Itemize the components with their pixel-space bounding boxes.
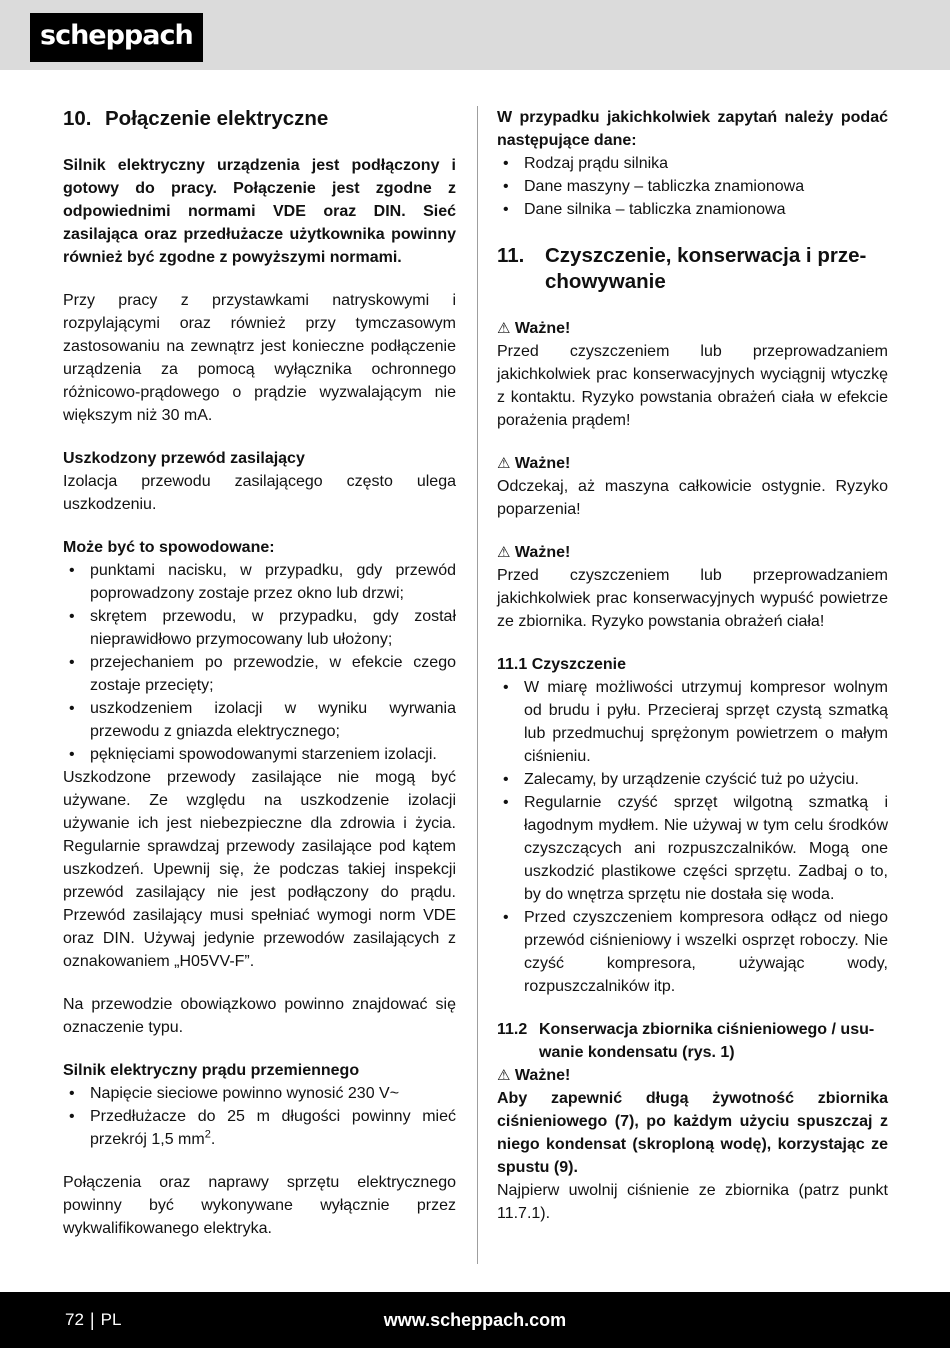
cleaning-item: • Zalecamy, by urządzenie czyścić tuż po użyciu. [497,768,888,791]
warning-text: Przed czyszczeniem lub przeprowadzaniem jakichkolwiek prac konserwacyjnych wypuść powietrze ze zbiornika. Ryzyko powstania obrażeń ciała! [497,567,888,630]
cleaning-item: • W miarę możliwości utrzymuj kompresor wolnym od brudu i pyłu. Przecieraj sprzęt czystą szmatką lub przedmuchuj sprężonym powietrzem o małym ciśnieniu. [497,676,888,768]
cause-item: • pęknięciami spowodowanymi starzeniem izolacji. [63,743,456,766]
causes-title: Może być to spowodowane: [63,539,275,556]
section-11-1-title: 11.1 Czyszczenie [497,656,626,673]
warning-label: ⚠ Ważne! [497,454,571,472]
website-url: www.scheppach.com [383,1309,567,1330]
warning-triangle-icon: ⚠ [497,454,511,472]
warning-label: ⚠ Ważne! [497,543,571,561]
inquiry-item: • Rodzaj prądu silnika [497,152,888,175]
cause-item: • punktami nacisku, w przypadku, gdy przewód poprowadzony zostaje przez okno lub drzwi; [63,559,456,605]
warning-triangle-icon: ⚠ [497,1066,511,1084]
footer-separator: | [89,1309,95,1330]
warning-triangle-icon: ⚠ [497,543,511,561]
cause-item: • skrętem przewodu, w przypadku, gdy został nieprawidłowo przymocowany lub ułożony; [63,605,456,651]
cleaning-item: • Regularnie czyść sprzęt wilgotną szmatką i łagodnym mydłem. Nie używaj w tym celu środków czyszczących ani rozpuszczalników. Mogą one uszkodzić plastikowe części sprzętu. Zadbaj o to, by do wnętrza sprzętu nie dostała się woda. [497,791,888,906]
ac-motor-item: • Przedłużacze do 25 m długości powinny mieć przekrój 1,5 $mm^2$. [63,1105,456,1151]
section-11-2-heading [497,1018,888,1064]
damaged-cord-text: Izolacja przewodu zasilającego często ulega uszkodzeniu. [63,473,456,513]
heading-title: Konserwacja zbiornika ciśnieniowego / usu- wanie kondensatu (rys. 1) [539,1021,875,1061]
rcd-paragraph: Przy pracy z przystawkami natryskowymi i rozpylającymi oraz również przy tymczasowym zastosowaniu na zewnątrz jest konieczne podłączenie urządzenia za pomocą wyłącznika ochronnego różnicowo-prądowego o prądzie wyzwalającym nie większym niż 30 mA. [63,292,456,424]
heading-number: 11.2 [497,1021,528,1038]
left-column [63,106,456,1240]
logo-text: scheppach [40,20,193,51]
warning-label: ⚠ Ważne! [497,319,571,337]
ac-motor-title: Silnik elektryczny prądu przemiennego [63,1062,360,1079]
header-band [0,0,950,70]
column-divider [477,106,478,1264]
ac-motor-item: • Napięcie sieciowe powinno wynosić 230 V~ [63,1082,456,1105]
causes-followup: Uszkodzone przewody zasilające nie mogą być używane. Ze względu na uszkodzenie izolacji używanie ich jest niebezpieczne dla zdrowia i życia. Regularnie sprawdzaj przewody zasilające pod kątem uszkodzeń. Upewnij się, że podczas takiej inspekcji przewód zasilający nie jest podłączony do prądu. Przewód zasilający musi spełniać wymogi norm VDE oraz DIN. Używaj jedynie przewodów zasilających z oznakowaniem „H05VV-F”. [63,769,456,970]
section-10-heading [63,106,456,132]
cleaning-item: • Przed czyszczeniem kompresora odłącz od niego przewód ciśnieniowy i wszelki osprzęt roboczy. Nie czyść kompresora, używając wody, rozpuszczalników itp. [497,906,888,998]
heading-title: Czyszczenie, konserwacja i prze- chowywanie [545,244,867,293]
page-number: 72 [65,1310,84,1329]
inquiry-item: • Dane silnika – tabliczka znamionowa [497,198,888,221]
section-11-heading [497,243,888,295]
inquiry-item: • Dane maszyny – tabliczka znamionowa [497,175,888,198]
language-code: PL [100,1310,122,1329]
intro-paragraph: Silnik elektryczny urządzenia jest podłączony i gotowy do pracy. Połączenie jest zgodne z odpowiednimi normami VDE oraz DIN. Sieć zasilająca oraz przedłużacze użytkownika powinny również być zgodne z powyższymi normami. [63,157,456,266]
warning-text: Przed czyszczeniem lub przeprowadzaniem jakichkolwiek prac konserwacyjnych wyciągnij wtyczkę z kontaktu. Ryzyko powstania obrażeń ciała w efekcie porażenia prądem! [497,343,888,429]
type-marking-paragraph: Na przewodzie obowiązkowo powinno znajdować się oznaczenie typu. [63,996,456,1036]
right-column [497,106,888,1225]
cause-item: • przejechaniem po przewodzie, w efekcie czego zostaje przecięty; [63,651,456,697]
superscript-2: 2 [204,1128,211,1141]
scheppach-logo [30,13,203,62]
warning-text: Odczekaj, aż maszyna całkowicie ostygnie. Ryzyko poparzenia! [497,478,888,518]
cause-item: • uszkodzeniem izolacji w wyniku wyrwania przewodu z gniazda elektrycznego; [63,697,456,743]
heading-title: Połączenie elektryczne [105,107,329,130]
footer-page-info [65,1310,121,1331]
warning-triangle-icon: ⚠ [497,319,511,337]
heading-number: 10. [63,107,92,130]
heading-number: 11. [497,244,525,267]
electrician-paragraph: Połączenia oraz naprawy sprzętu elektrycznego powinny być wykonywane wyłącznie przez wykwalifikowanego elektryka. [63,1174,456,1237]
warning-label: ⚠ Ważne! [497,1066,571,1084]
footer-bar [0,1292,950,1348]
inquiries-title: W przypadku jakichkolwiek zapytań należy podać następujące dane: [497,109,888,149]
maintenance-bold-text: Aby zapewnić długą żywotność zbiornika ciśnieniowego (7), po każdym użyciu spuszczaj z niego kondensat (skroploną wodę), korzystając ze spustu (9). [497,1090,888,1176]
maintenance-text: Najpierw uwolnij ciśnienie ze zbiornika (patrz punkt 11.7.1). [497,1182,888,1222]
damaged-cord-title: Uszkodzony przewód zasilający [63,450,305,467]
